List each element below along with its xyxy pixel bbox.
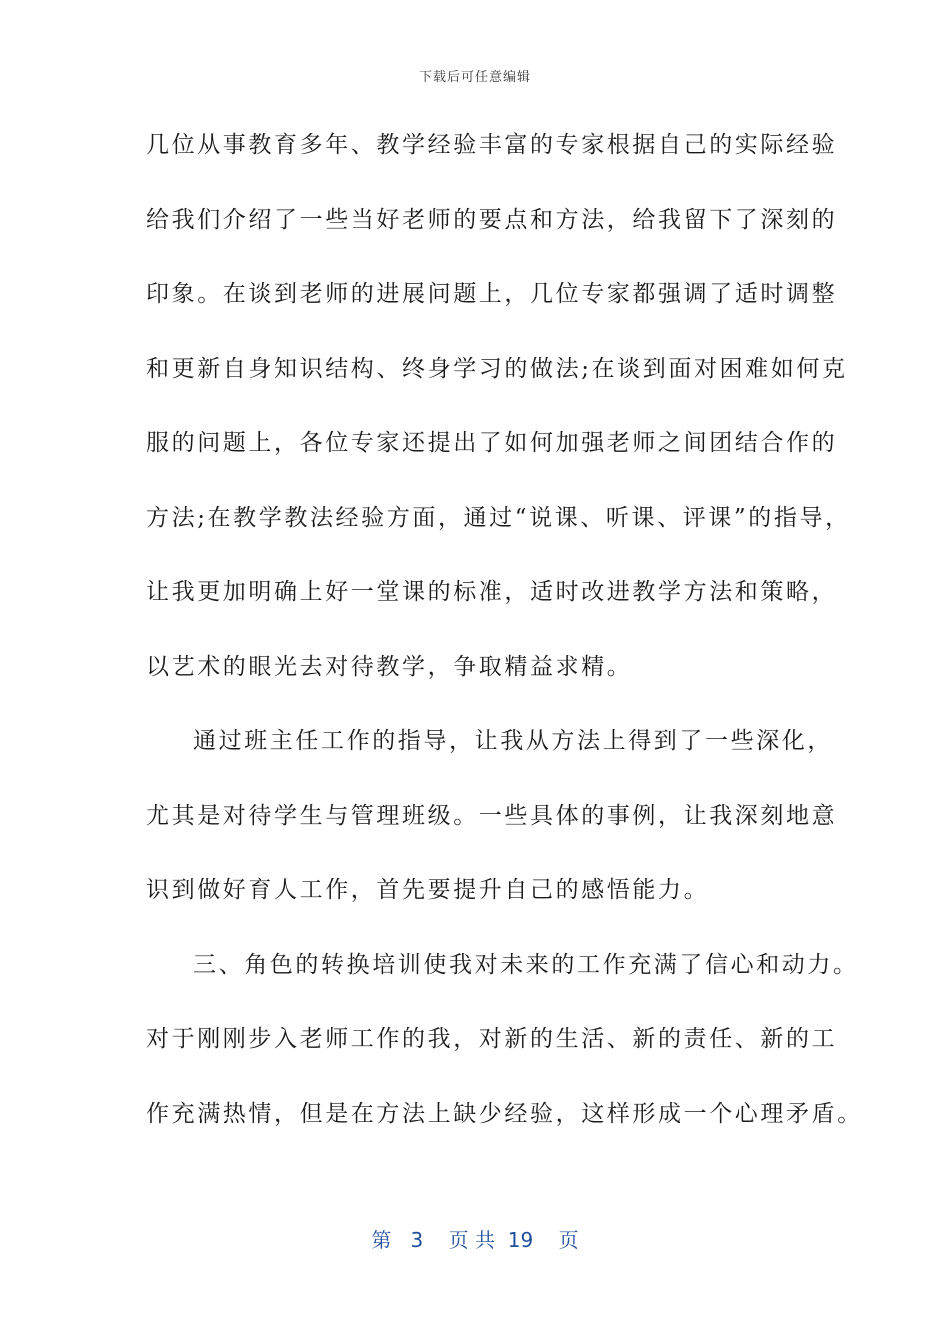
text-line: 给我们介绍了一些当好老师的要点和方法，给我留下了深刻的 (146, 206, 838, 233)
document-body (146, 120, 863, 1163)
text-line: 几位从事教育多年、教学经验丰富的专家根据自己的实际经验 (146, 132, 838, 158)
page-header: 下载后可任意编辑 (418, 70, 531, 85)
text-line: 印象。在谈到老师的进展问题上，几位专家都强调了适时调整 (146, 281, 838, 307)
page-suffix: 页 (558, 1228, 579, 1252)
text-line: 作充满热情，但是在方法上缺少经验，这样形成一个心理矛盾。 (146, 1100, 863, 1127)
text-line: 以艺术的眼光去对待教学，争取精益求精。 (146, 653, 633, 680)
page-prefix: 第 (371, 1228, 392, 1252)
text-line: 让我更加明确上好一堂课的标准，适时改进教学方法和策略， (146, 579, 838, 605)
text-line: 尤其是对待学生与管理班级。一些具体的事例，让我深刻地意 (146, 802, 838, 829)
page-middle: 页 共 (448, 1228, 495, 1252)
text-line: 识到做好育人工作，首先要提升自己的感悟能力。 (146, 877, 710, 903)
paragraph-start-line: 通过班主任工作的指导，让我从方法上得到了一些深化， (193, 728, 833, 754)
page-footer (0, 1224, 950, 1253)
current-page-number: 3 (410, 1228, 424, 1252)
text-line: 方法;在教学教法经验方面，通过“说课、听课、评课”的指导， (146, 504, 851, 531)
section-heading-line: 三、角色的转换培训使我对未来的工作充满了信心和动力。 (193, 951, 859, 978)
text-line: 对于刚刚步入老师工作的我，对新的生活、新的责任、新的工 (146, 1026, 838, 1052)
text-line: 和更新自身知识结构、终身学习的做法;在谈到面对困难如何克 (146, 355, 848, 382)
text-line: 服的问题上，各位专家还提出了如何加强老师之间团结合作的 (146, 430, 838, 456)
total-pages-number: 19 (507, 1228, 534, 1252)
